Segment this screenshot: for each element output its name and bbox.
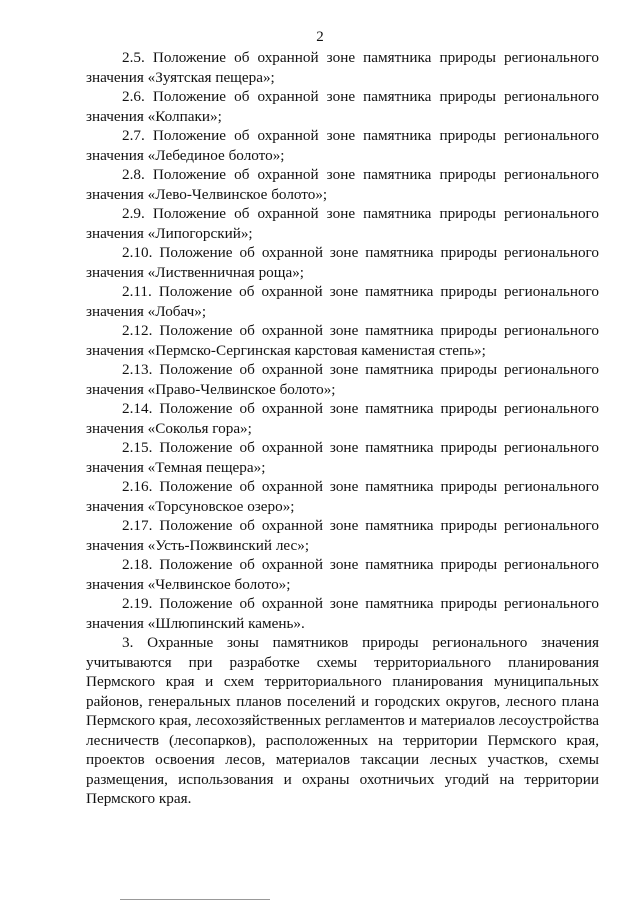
item-number: 2.7.	[122, 127, 145, 144]
item-text: Положение об охранной зоне памятника природы регионального значения «Торсуновское озеро»;	[86, 478, 599, 515]
list-item	[86, 87, 599, 126]
item-number: 2.13.	[122, 361, 153, 378]
item-number: 2.17.	[122, 517, 153, 534]
item-number: 3.	[122, 634, 134, 651]
item-text: Положение об охранной зоне памятника природы регионального значения «Челвинское болото»;	[86, 556, 599, 593]
item-text: Положение об охранной зоне памятника природы регионального значения «Темная пещера»;	[86, 439, 599, 476]
item-text: Положение об охранной зоне памятника природы регионального значения «Пермско-Сергинская карстовая каменистая степь»;	[86, 322, 599, 359]
item-number: 2.6.	[122, 88, 145, 105]
list-item	[86, 555, 599, 594]
item-number: 2.16.	[122, 478, 153, 495]
item-number: 2.14.	[122, 400, 153, 417]
list-item	[86, 282, 599, 321]
list-item	[86, 48, 599, 87]
item-number: 2.11.	[122, 283, 152, 300]
document-body	[86, 48, 599, 809]
item-number: 2.12.	[122, 322, 153, 339]
footer-divider	[120, 899, 270, 900]
list-item	[86, 321, 599, 360]
item-text: Положение об охранной зоне памятника природы регионального значения «Лиственничная роща»;	[86, 244, 599, 281]
list-item	[86, 594, 599, 633]
item-text: Положение об охранной зоне памятника природы регионального значения «Усть-Пожвинский лес»;	[86, 517, 599, 554]
item-text: Положение об охранной зоне памятника природы регионального значения «Лобач»;	[86, 283, 599, 320]
item-number: 2.9.	[122, 205, 145, 222]
list-item	[86, 438, 599, 477]
item-text: Положение об охранной зоне памятника природы регионального значения «Соколья гора»;	[86, 400, 599, 437]
item-text: Положение об охранной зоне памятника природы регионального значения «Лебединое болото»;	[86, 127, 599, 164]
list-item	[86, 516, 599, 555]
item-number: 2.18.	[122, 556, 153, 573]
list-item	[86, 243, 599, 282]
list-item	[86, 204, 599, 243]
item-number: 2.19.	[122, 595, 153, 612]
list-item	[86, 165, 599, 204]
final-paragraph	[86, 633, 599, 809]
item-number: 2.10.	[122, 244, 153, 261]
list-item	[86, 399, 599, 438]
item-number: 2.5.	[122, 49, 145, 66]
item-number: 2.8.	[122, 166, 145, 183]
page-number: 2	[316, 29, 324, 45]
item-number: 2.15.	[122, 439, 153, 456]
item-text: Положение об охранной зоне памятника природы регионального значения «Лево-Челвинское болото»;	[86, 166, 599, 203]
item-text: Положение об охранной зоне памятника природы регионального значения «Шлюпинский камень».	[86, 595, 599, 632]
item-text: Положение об охранной зоне памятника природы регионального значения «Право-Челвинское болото»;	[86, 361, 599, 398]
item-text: Положение об охранной зоне памятника природы регионального значения «Колпаки»;	[86, 88, 599, 125]
list-item	[86, 360, 599, 399]
item-text: Положение об охранной зоне памятника природы регионального значения «Зуятская пещера»;	[86, 49, 599, 86]
paragraph-text: Охранные зоны памятников природы регионального значения учитываются при разработке схемы территориального планирования Пермского края и схем территориального планирования муниципальных районов, генеральных планов поселений и городских округов, лесного плана Пермского края, лесохозяйственных регламентов и материалов лесоустройства лесничеств (лесопарков), расположенных на территории Пермского края, проектов освоения лесов, материалов таксации лесных участков, схемы размещения, использования и охраны охотничьих угодий на территории Пермского края.	[86, 634, 600, 807]
item-text: Положение об охранной зоне памятника природы регионального значения «Липогорский»;	[86, 205, 599, 242]
list-item	[86, 477, 599, 516]
list-item	[86, 126, 599, 165]
